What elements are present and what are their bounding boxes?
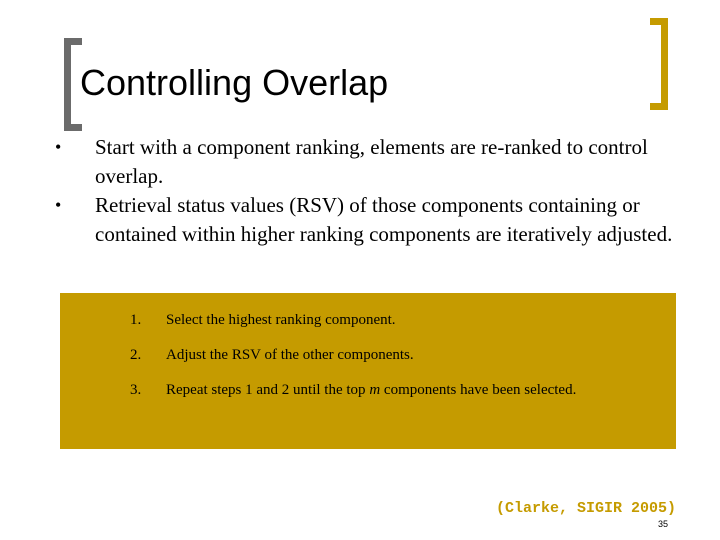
step-text: Select the highest ranking component. (166, 312, 396, 328)
bullet-item (55, 191, 705, 249)
step-text-start: Repeat steps 1 and 2 until the top (166, 382, 370, 398)
algorithm-step (130, 383, 576, 398)
step-number: 3. (130, 382, 142, 398)
bullet-item (55, 133, 705, 191)
algorithm-steps (130, 313, 576, 418)
slide-title: Controlling Overlap (80, 62, 389, 103)
step-text: Adjust the RSV of the other components. (166, 347, 414, 363)
bullet-marker: • (55, 137, 62, 157)
citation: (Clarke, SIGIR 2005) (495, 500, 676, 517)
algorithm-step (130, 313, 576, 328)
bullet-list (55, 133, 705, 249)
step-number: 1. (130, 312, 142, 328)
step-number: 2. (130, 347, 142, 363)
bullet-marker: • (55, 195, 62, 215)
page-number: 35 (657, 519, 668, 529)
algorithm-step (130, 348, 576, 363)
bullet-text: Retrieval status values (RSV) of those components containing or contained within higher ranking components are iteratively adjusted. (95, 193, 673, 246)
step-variable: m (369, 382, 381, 398)
step-text-end: components have been selected. (380, 382, 577, 398)
title-bracket-right (650, 18, 668, 110)
bullet-text: Start with a component ranking, elements are re-ranked to control overlap. (95, 135, 648, 188)
algorithm-box (60, 293, 676, 449)
